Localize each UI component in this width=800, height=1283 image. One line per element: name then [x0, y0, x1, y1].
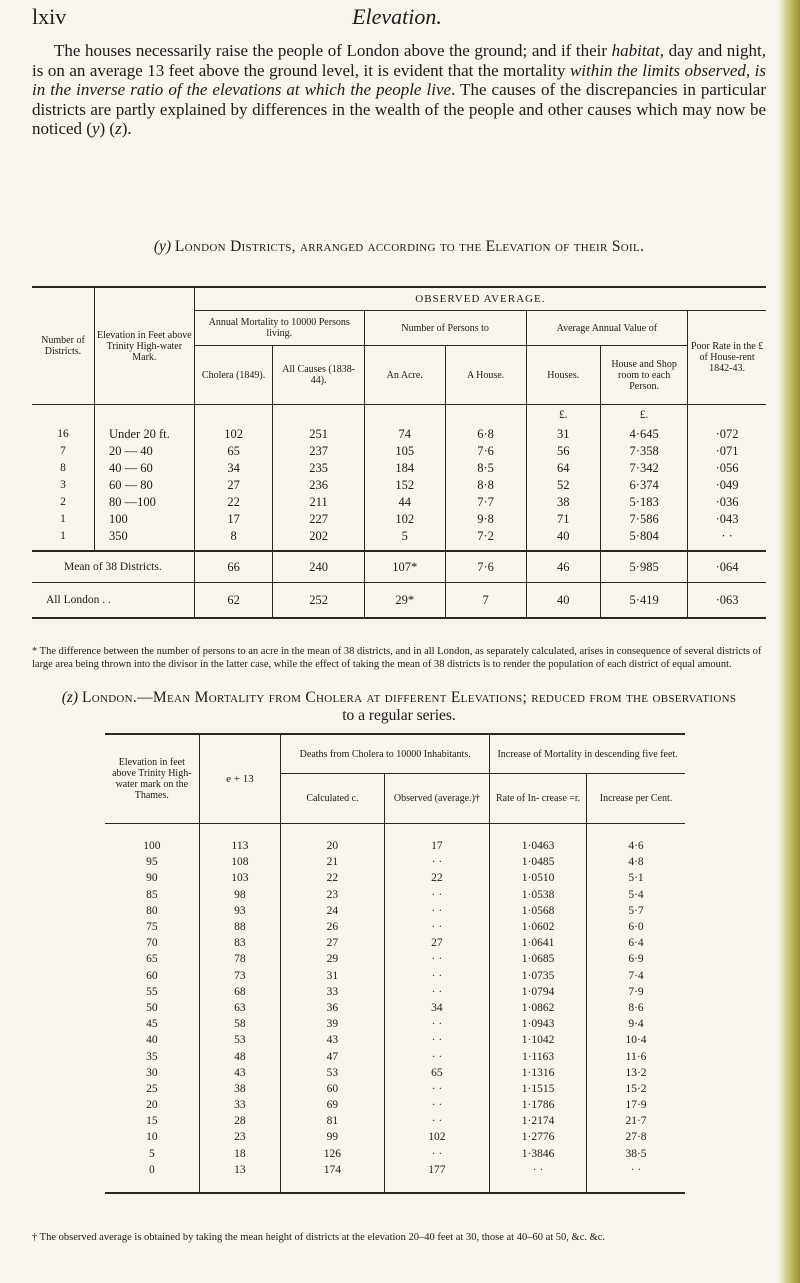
col2-increase: Increase of Mortality in descending five feet.	[490, 734, 685, 774]
page-edge-shading	[778, 0, 800, 1283]
cholera-row: 50 63 36 34 1·0862 8·6	[105, 1000, 685, 1016]
cholera-row: 15 28 81 · · 1·2174 21·7	[105, 1113, 685, 1129]
cholera-row: 55 68 33 · · 1·0794 7·9	[105, 984, 685, 1000]
districts-body	[32, 425, 766, 551]
col-elevation: Elevation in Feet above Trinity High-water Mark.	[94, 287, 194, 405]
cholera-row: 0 13 174 177 · · · ·	[105, 1162, 685, 1178]
observed-average-header: OBSERVED AVERAGE.	[194, 287, 766, 311]
cholera-row: 100 113 20 17 1·0463 4·6	[105, 838, 685, 854]
cholera-row: 20 33 69 · · 1·1786 17·9	[105, 1097, 685, 1113]
table-z-caption: (z) London.—Mean Mortality from Cholera at different Elevations; reduced from the observations to a regular series.	[61, 689, 737, 724]
cholera-row: 30 43 53 65 1·1316 13·2	[105, 1065, 685, 1081]
district-row: 7 20 — 40 65 237 105 7·6 56 7·358 ·071	[32, 442, 766, 459]
col-house: A House.	[445, 346, 526, 405]
cholera-row: 45 58 39 · · 1·0943 9·4	[105, 1016, 685, 1032]
district-row: 3 60 — 80 27 236 152 8·8 52 6·374 ·049	[32, 476, 766, 493]
col2-percent: Increase per Cent.	[587, 774, 686, 824]
currency-row: £. £.	[32, 405, 766, 426]
table-cholera-elevation	[105, 733, 685, 1194]
cholera-row: 85 98 23 · · 1·0538 5·4	[105, 887, 685, 903]
district-row: 1 100 17 227 102 9·8 71 7·586 ·043	[32, 510, 766, 527]
col-annual-mortality: Annual Mortality to 10000 Persons living.	[194, 311, 364, 346]
table-london-districts	[32, 286, 766, 619]
cholera-row: 35 48 47 · · 1·1163 11·6	[105, 1048, 685, 1064]
paragraph-text: The houses necessarily raise the people of London above the ground; and if their habitat, day and night, is on an average 13 feet above the ground level, it is evident that the mortality within the limits observed, is in the inverse ratio of the elevations at which the people live. The causes of the discrepancies in particular districts are partly explained by differences in the wealth of the people and other causes which may now be noticed (y) (z).	[32, 41, 766, 138]
cholera-row: 95 108 21 · · 1·0485 4·8	[105, 854, 685, 870]
district-row: 1 350 8 202 5 7·2 40 5·804 · ·	[32, 527, 766, 544]
cholera-body	[105, 838, 685, 1178]
cholera-row: 70 83 27 27 1·0641 6·4	[105, 935, 685, 951]
col-acre: An Acre.	[364, 346, 445, 405]
mean-row: Mean of 38 Districts. 66 240 107* 7·6 46 5·985 ·064	[32, 551, 766, 583]
col2-calculated: Calculated c.	[281, 774, 384, 824]
table-y-footnote: * The difference between the number of persons to an acre in the mean of 38 districts, and in all London, as separately calculated, arises in consequence of several districts of large area being thrown into the divisor in the latter case, while the effect of taking the mean of 38 districts is to render the population of each district of equal amount.	[32, 646, 762, 670]
district-row: 2 80 —100 22 211 44 7·7 38 5·183 ·036	[32, 493, 766, 510]
col-annual-value: Average Annual Value of	[526, 311, 688, 346]
table-z-footnote: † The observed average is obtained by taking the mean height of districts at the elevation 20–40 feet at 30, those at 40–60 at 50, &c. &c.	[32, 1232, 606, 1243]
all-london-row: All London . . 62 252 29* 7 40 5·419 ·063	[32, 583, 766, 619]
running-title: Elevation.	[352, 4, 442, 29]
col2-rate: Rate of In- crease =r.	[490, 774, 587, 824]
cholera-row: 60 73 31 · · 1·0735 7·4	[105, 968, 685, 984]
district-row: 16 Under 20 ft. 102 251 74 6·8 31 4·645 ·072	[32, 425, 766, 442]
col2-observed: Observed (average.)†	[384, 774, 490, 824]
col-house-shop: House and Shop room to each Person.	[601, 346, 688, 405]
intro-paragraph	[32, 41, 766, 139]
page-header	[32, 4, 762, 34]
cholera-row: 10 23 99 102 1·2776 27·8	[105, 1129, 685, 1145]
col2-e13: e + 13	[199, 734, 281, 824]
page-number: lxiv	[32, 4, 67, 29]
col-cholera: Cholera (1849).	[194, 346, 273, 405]
col-all-causes: All Causes (1838-44).	[273, 346, 364, 405]
col2-elevation: Elevation in feet above Trinity High-water mark on the Thames.	[112, 757, 192, 801]
cholera-row: 65 78 29 · · 1·0685 6·9	[105, 951, 685, 967]
col-num-districts: Number of Districts.	[41, 335, 85, 357]
col2-deaths: Deaths from Cholera to 10000 Inhabitants.	[281, 734, 490, 774]
cholera-row: 40 53 43 · · 1·1042 10·4	[105, 1032, 685, 1048]
table-y-caption: (y) London Districts, arranged according to the Elevation of their Soil.	[153, 238, 645, 255]
cholera-row: 80 93 24 · · 1·0568 5·7	[105, 903, 685, 919]
cholera-row: 25 38 60 · · 1·1515 15·2	[105, 1081, 685, 1097]
cholera-row: 75 88 26 · · 1·0602 6·0	[105, 919, 685, 935]
cholera-row: 5 18 126 · · 1·3846 38·5	[105, 1146, 685, 1162]
col-houses: Houses.	[526, 346, 601, 405]
district-row: 8 40 — 60 34 235 184 8·5 64 7·342 ·056	[32, 459, 766, 476]
cholera-row: 90 103 22 22 1·0510 5·1	[105, 870, 685, 886]
col-persons-to: Number of Persons to	[364, 311, 526, 346]
col-poor-rate: Poor Rate in the £ of House-rent 1842-43.	[688, 311, 766, 405]
